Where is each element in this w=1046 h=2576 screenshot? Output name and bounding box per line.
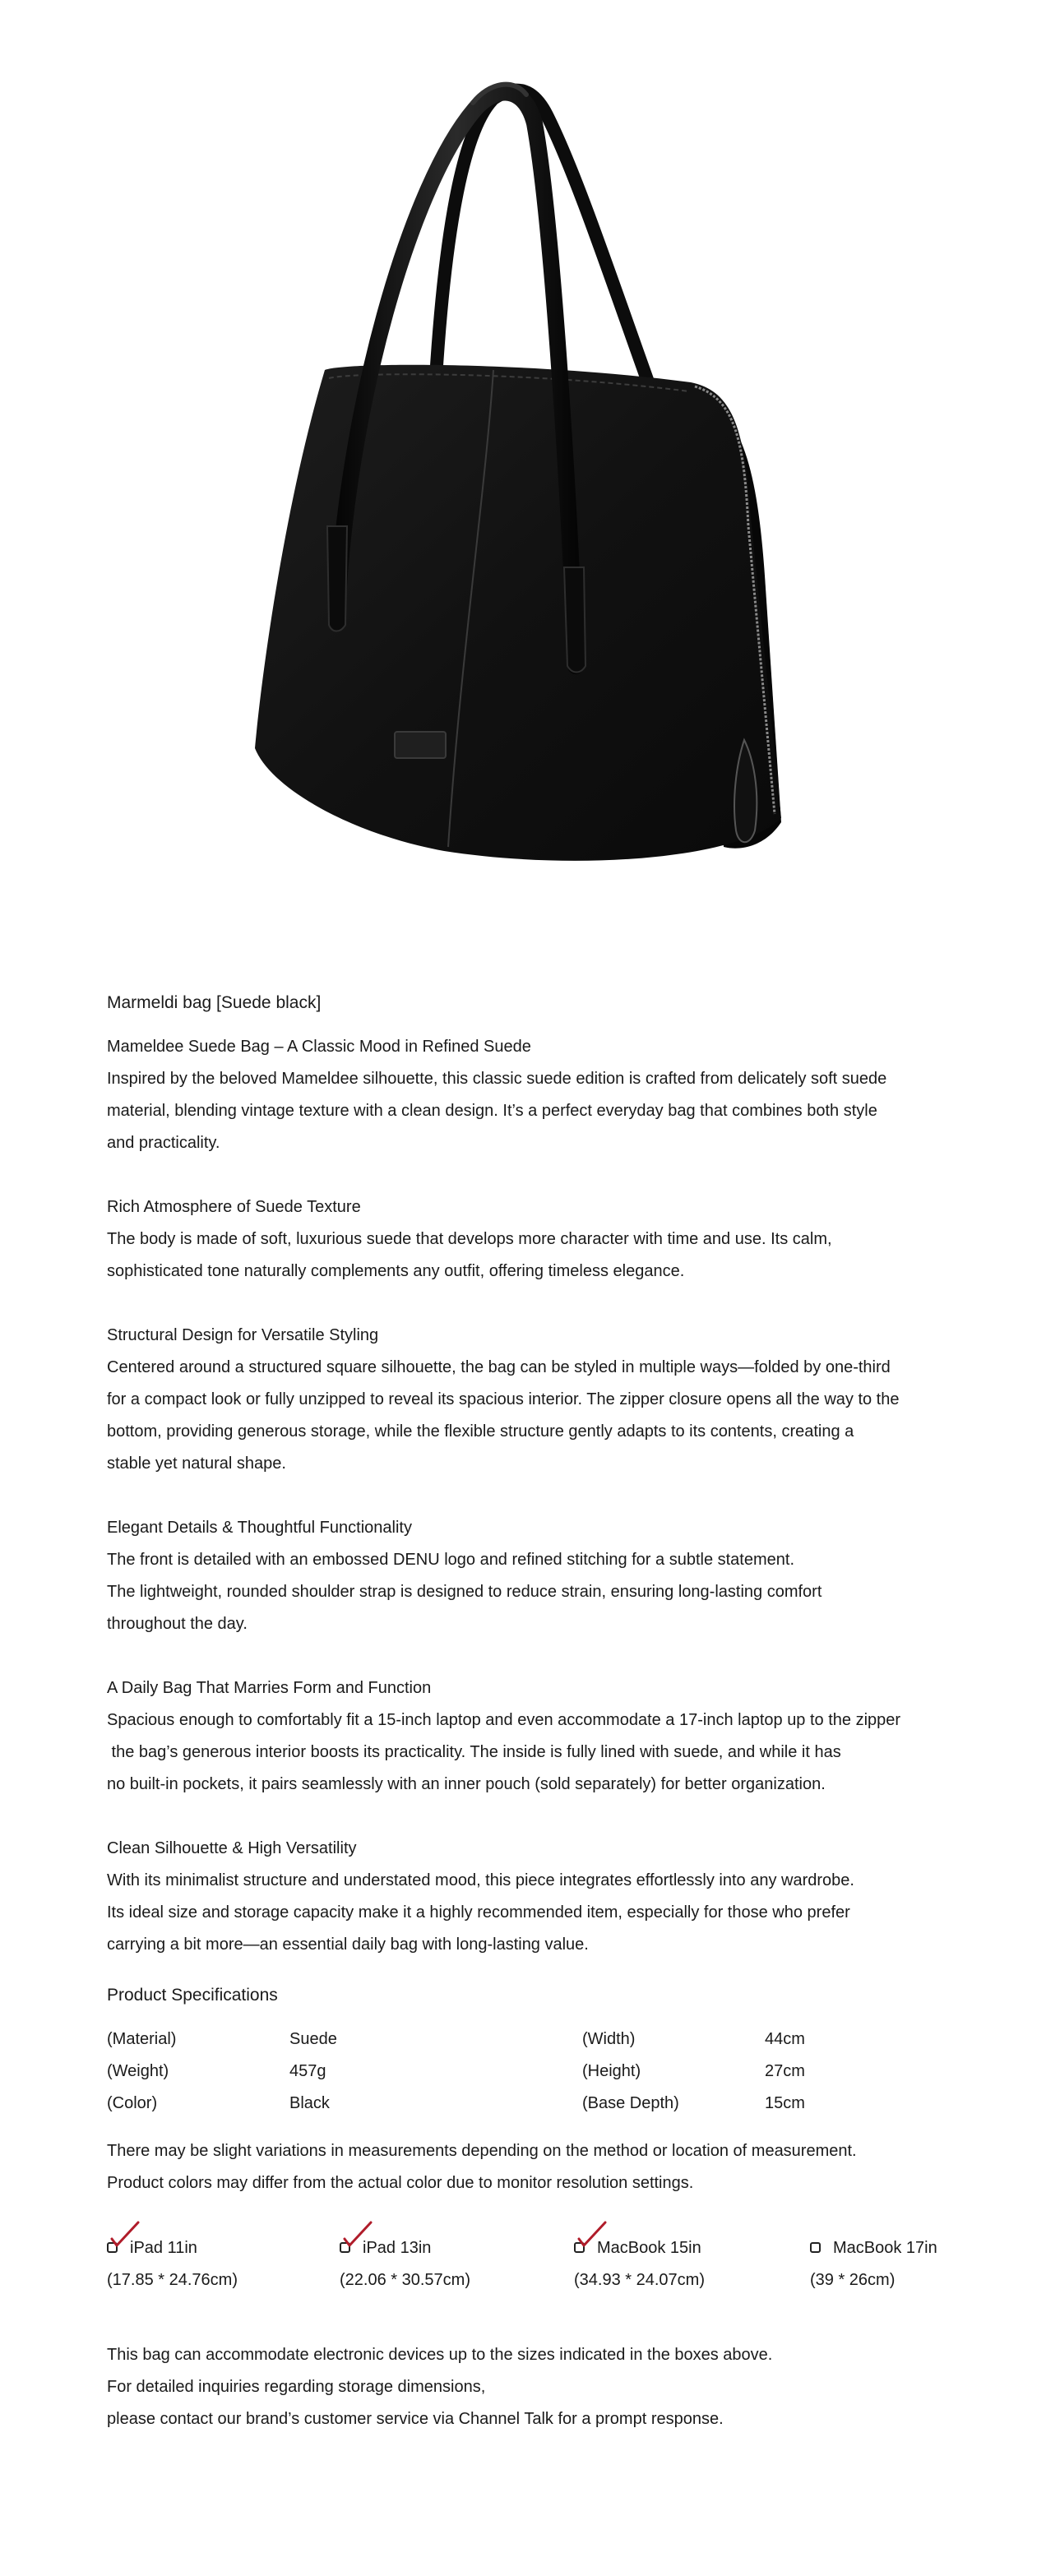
section-structure [107,1320,962,1480]
section-line: The front is detailed with an embossed DENU logo and refined stitching for a subtle statement. [107,1551,795,1569]
device-size: (34.93 * 24.07cm) [574,2271,705,2289]
device-macbook-17 [810,2232,962,2296]
section-line: material, blending vintage texture with a clean design. It’s a perfect everyday bag that combines both style [107,1102,877,1120]
spec-value: Black [289,2094,330,2112]
section-line: throughout the day. [107,1615,248,1633]
device-size: (22.06 * 30.57cm) [340,2271,470,2289]
spec-label: (Base Depth) [582,2094,679,2112]
device-name: MacBook 17in [833,2239,937,2257]
section-heading: Mameldee Suede Bag – A Classic Mood in Refined Suede [107,1038,531,1056]
section-line: for a compact look or fully unzipped to reveal its spacious interior. The zipper closure opens all the way to the [107,1390,900,1408]
section-heading: Rich Atmosphere of Suede Texture [107,1198,361,1216]
section-line: sophisticated tone naturally complements any outfit, offering timeless elegance. [107,1262,685,1280]
spec-value: 27cm [765,2062,805,2080]
footer-line: For detailed inquiries regarding storage dimensions, [107,2378,486,2396]
spec-row [107,2056,962,2088]
product-image [0,0,1046,946]
section-line: and practicality. [107,1134,220,1152]
device-name: MacBook 15in [597,2239,701,2257]
note-line: Product colors may differ from the actual color due to monitor resolution settings. [107,2174,694,2192]
section-line: The body is made of soft, luxurious suede that develops more character with time and use. Its calm, [107,1230,832,1248]
spec-label: (Weight) [107,2062,169,2080]
section-heading: A Daily Bag That Marries Form and Function [107,1679,432,1697]
spec-label: (Material) [107,2030,177,2048]
storage-footer [107,2339,962,2435]
specs-table [107,2023,962,2120]
section-line: With its minimalist structure and understated mood, this piece integrates effortlessly into any wardrobe. [107,1871,854,1889]
product-title: Marmeldi bag [Suede black] [107,993,322,1012]
spec-value: 44cm [765,2030,805,2048]
section-line: Its ideal size and storage capacity make it a highly recommended item, especially for those who prefer [107,1903,850,1922]
section-details [107,1512,962,1640]
product-description [107,993,962,2435]
note-line: There may be slight variations in measurements depending on the method or location of measurement. [107,2142,857,2160]
checkmark-icon [341,2221,374,2250]
footer-line: This bag can accommodate electronic devices up to the sizes indicated in the boxes above. [107,2346,773,2364]
section-line: Centered around a structured square silhouette, the bag can be styled in multiple ways—folded by one-third [107,1358,891,1376]
section-silhouette [107,1833,962,1961]
section-heading: Elegant Details & Thoughtful Functionality [107,1519,412,1537]
section-line: no built-in pockets, it pairs seamlessly with an inner pouch (sold separately) for better organization. [107,1775,826,1793]
checkmark-icon [576,2221,609,2250]
spec-value: Suede [289,2030,337,2048]
checkmark-icon [109,2221,141,2250]
spec-label: (Color) [107,2094,158,2112]
spec-label: (Height) [582,2062,641,2080]
measurement-notes [107,2135,962,2199]
section-line: carrying a bit more—an essential daily bag with long-lasting value. [107,1935,589,1954]
device-size: (17.85 * 24.76cm) [107,2271,238,2289]
device-compatibility [107,2232,962,2315]
section-mameldee [107,1031,962,1159]
section-line: bottom, providing generous storage, while the flexible structure gently adapts to its contents, creating a [107,1422,854,1441]
section-line: Inspired by the beloved Mameldee silhouette, this classic suede edition is crafted from delicately soft suede [107,1070,887,1088]
section-daily-bag [107,1672,962,1801]
specs-title: Product Specifications [107,1986,278,2005]
device-ipad-11 [107,2232,337,2296]
device-macbook-15 [574,2232,804,2296]
device-name: iPad 13in [363,2239,432,2257]
device-size: (39 * 26cm) [810,2271,896,2289]
spec-row [107,2023,962,2056]
section-line: stable yet natural shape. [107,1454,286,1473]
spec-label: (Width) [582,2030,636,2048]
section-line: The lightweight, rounded shoulder strap is designed to reduce strain, ensuring long-lasting comfort [107,1583,822,1601]
section-line: the bag’s generous interior boosts its practicality. The inside is fully lined with suede, and while it has [107,1743,841,1761]
section-line: Spacious enough to comfortably fit a 15-inch laptop and even accommodate a 17-inch laptop up to the zipper [107,1711,901,1729]
section-heading: Structural Design for Versatile Styling [107,1326,379,1344]
section-texture [107,1191,962,1288]
spec-value: 15cm [765,2094,805,2112]
checkbox-icon [810,2242,821,2253]
device-ipad-13 [340,2232,570,2296]
spec-value: 457g [289,2062,326,2080]
device-name: iPad 11in [130,2239,197,2257]
section-heading: Clean Silhouette & High Versatility [107,1839,357,1857]
spec-row [107,2088,962,2120]
footer-line: please contact our brand’s customer service via Channel Talk for a prompt response. [107,2410,724,2428]
